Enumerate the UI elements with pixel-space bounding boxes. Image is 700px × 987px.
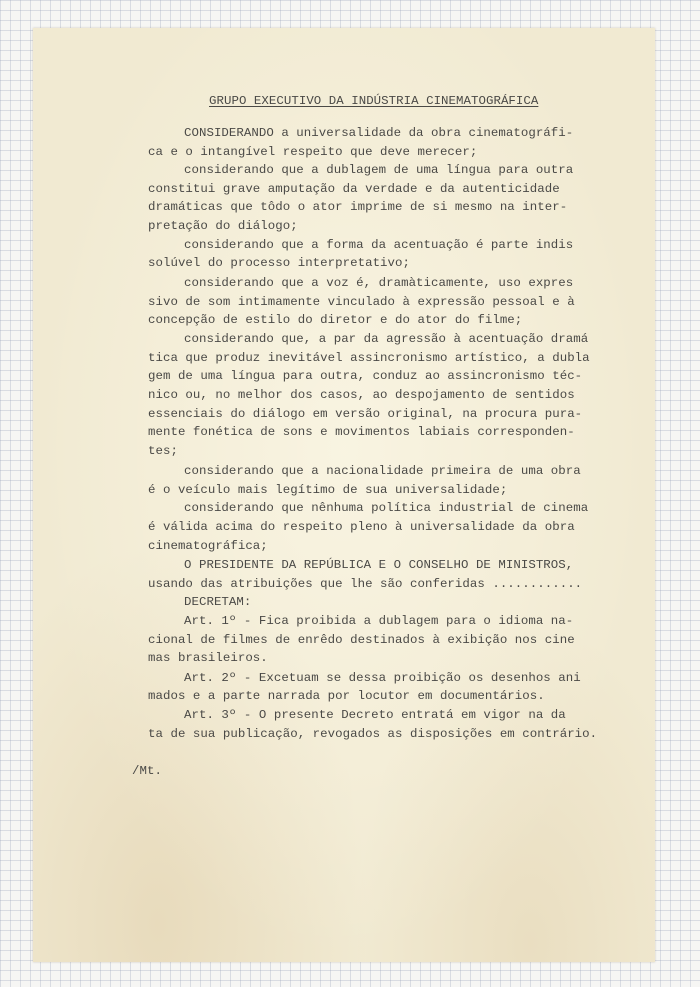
text-line: Art. 2º - Excetuam se dessa proibição os desenhos ani (184, 671, 581, 685)
text-line: considerando que, a par da agressão à acentuação dramá (184, 332, 589, 346)
text-line: é o veículo mais legítimo de sua universalidade; (148, 483, 508, 497)
text-line: ca e o intangível respeito que deve merecer; (148, 145, 478, 159)
document-heading: GRUPO EXECUTIVO DA INDÚSTRIA CINEMATOGRÁFICA (209, 94, 539, 108)
text-line: solúvel do processo interpretativo; (148, 256, 410, 270)
text-line: mados e a parte narrada por locutor em documentários. (148, 689, 545, 703)
text-line: dramáticas que tôdo o ator imprime de si mesmo na inter- (148, 200, 568, 214)
text-line: tica que produz inevitável assincronismo artístico, a dubla (148, 351, 590, 365)
text-line: é válida acima do respeito pleno à universalidade da obra (148, 520, 575, 534)
text-line: tes; (148, 444, 178, 458)
text-line: cional de filmes de enrêdo destinados à exibição nos cine (148, 633, 575, 647)
text-line: mas brasileiros. (148, 651, 268, 665)
text-line: O PRESIDENTE DA REPÚBLICA E O CONSELHO DE MINISTROS, (184, 558, 574, 572)
text-line: considerando que a voz é, dramàticamente, uso expres (184, 276, 574, 290)
text-line: considerando que nênhuma política industrial de cinema (184, 501, 589, 515)
text-line: sivo de som intimamente vinculado à expressão pessoal e à (148, 295, 575, 309)
text-line: concepção de estilo do diretor e do ator do filme; (148, 313, 523, 327)
text-line: considerando que a forma da acentuação é parte indis (184, 238, 574, 252)
text-line: ta de sua publicação, revogados as disposições em contrário. (148, 727, 598, 741)
text-line: nico ou, no melhor dos casos, ao despojamento de sentidos (148, 388, 575, 402)
text-line: gem de uma língua para outra, conduz ao assincronismo téc- (148, 369, 583, 383)
text-line: essenciais do diálogo em versão original, na procura pura- (148, 407, 583, 421)
text-line: considerando que a nacionalidade primeira de uma obra (184, 464, 581, 478)
typist-initials: /Mt. (132, 764, 162, 778)
text-line: Art. 3º - O presente Decreto entratá em vigor na da (184, 708, 566, 722)
text-line: considerando que a dublagem de uma língua para outra (184, 163, 574, 177)
text-line: Art. 1º - Fica proibida a dublagem para o idioma na- (184, 614, 574, 628)
text-line: mente fonética de sons e movimentos labiais corresponden- (148, 425, 575, 439)
text-line: DECRETAM: (184, 595, 252, 609)
text-line: usando das atribuições que lhe são conferidas ............ (148, 577, 583, 591)
text-line: CONSIDERANDO a universalidade da obra cinematográfi- (184, 126, 574, 140)
text-line: constitui grave amputação da verdade e da autenticidade (148, 182, 560, 196)
text-line: pretação do diálogo; (148, 219, 298, 233)
typed-document-page (33, 28, 655, 962)
text-line: cinematográfica; (148, 539, 268, 553)
